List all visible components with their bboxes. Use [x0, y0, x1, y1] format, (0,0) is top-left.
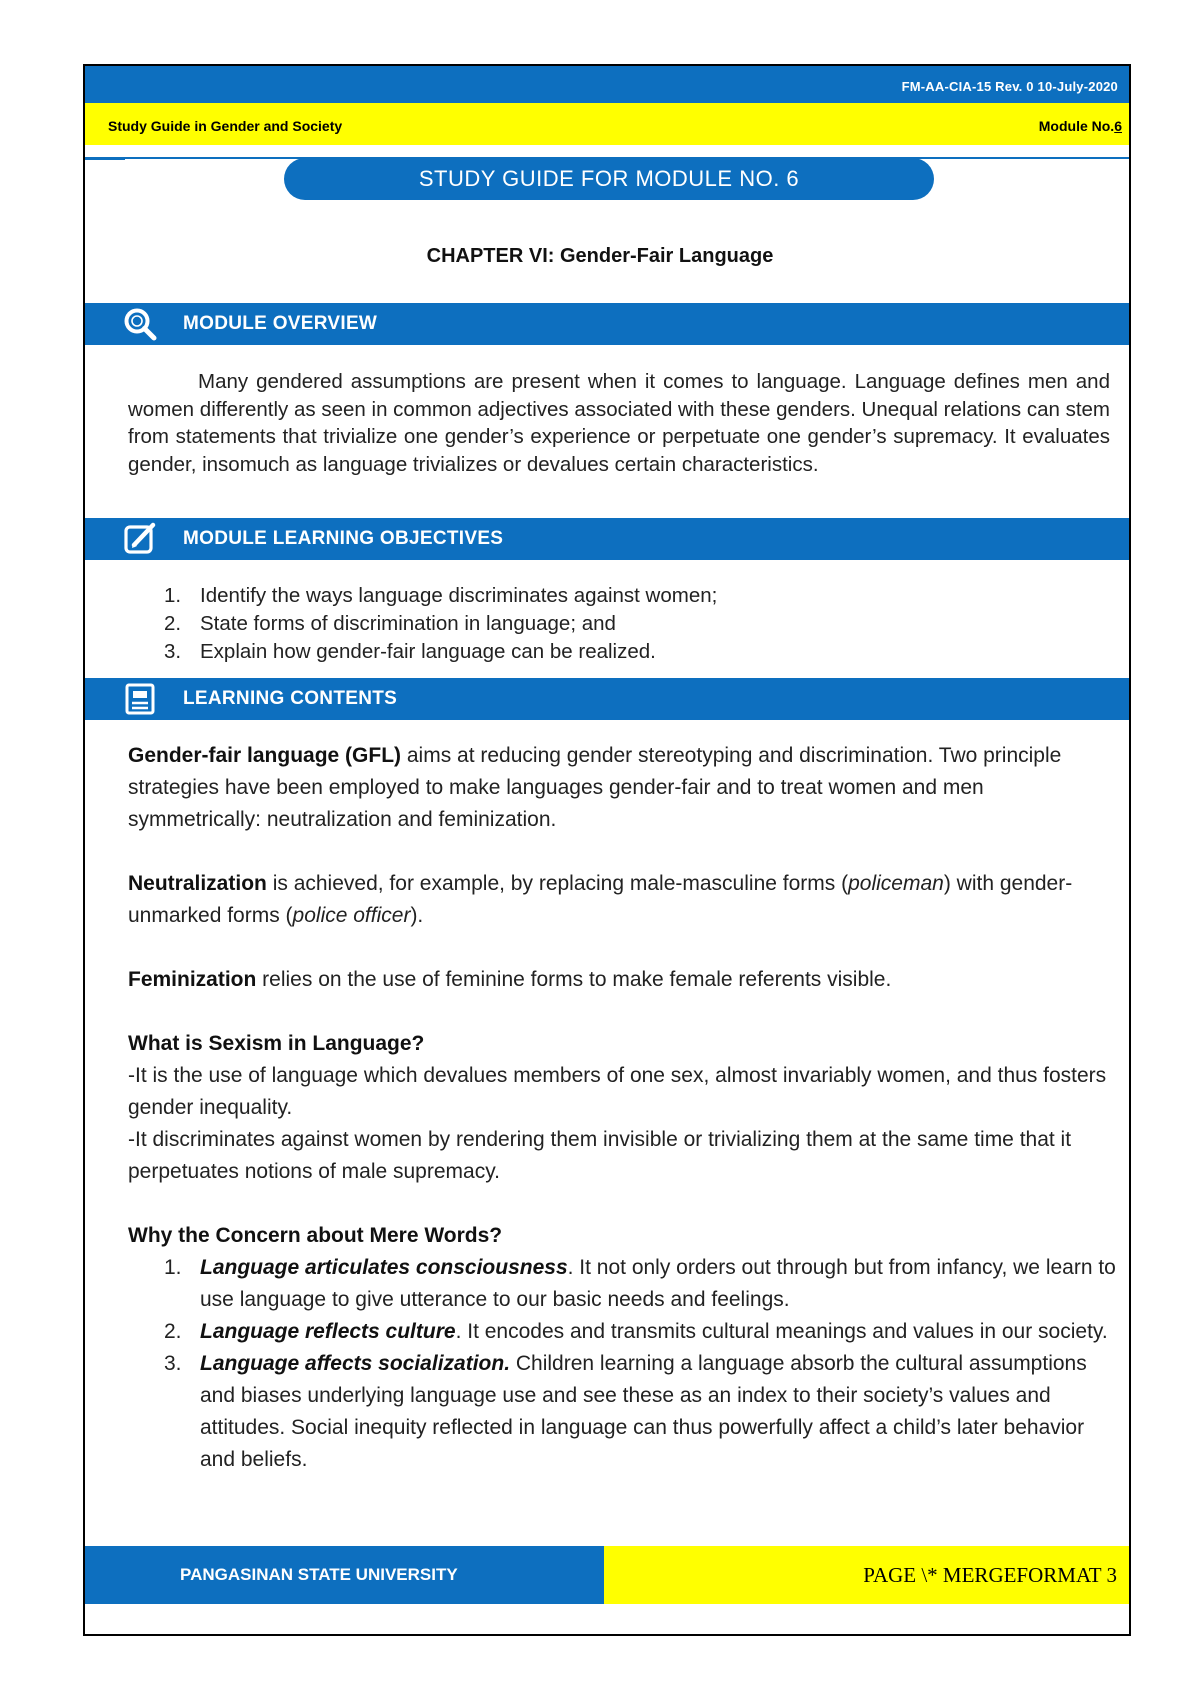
list-item: 3. Language affects socialization. Children learning a language absorb the cultural assumptions and biases underlying language use and see these as an index to their society’s values and attitudes. Social inequity reflected in language can thus powerfully affect a child’s later behavior and beliefs.: [164, 1352, 1087, 1471]
section-objectives-band: [85, 518, 1129, 560]
pencil-square-icon: [123, 522, 157, 556]
list-item: 2. Language reflects culture. It encodes and transmits cultural meanings and values in our society.: [164, 1320, 1108, 1343]
section-contents-heading: LEARNING CONTENTS: [183, 688, 398, 709]
page-number: PAGE \* MERGEFORMAT 3: [863, 1563, 1117, 1587]
concern-list: [128, 1252, 1118, 1476]
sexism-line-1: -It is the use of language which devalues members of one sex, almost invariably women, and thus fosters gender inequality.: [128, 1064, 1107, 1119]
section-overview-band: [85, 303, 1129, 345]
neutralization-paragraph: Neutralization is achieved, for example, by replacing male-masculine forms (policeman) with gender-unmarked forms (police officer).: [128, 872, 1073, 927]
document-icon: [123, 682, 157, 716]
course-title: Study Guide in Gender and Society: [108, 118, 343, 134]
header-divider-accent: [85, 157, 125, 160]
footer-page-bar: [604, 1546, 1129, 1604]
learning-contents-body: [128, 740, 1118, 1476]
chapter-title: CHAPTER VI: Gender-Fair Language: [426, 245, 774, 267]
footer-university-bar: [85, 1546, 604, 1604]
section-objectives-heading: MODULE LEARNING OBJECTIVES: [183, 528, 504, 549]
objectives-list: [128, 582, 717, 666]
section-overview-heading: MODULE OVERVIEW: [183, 313, 378, 334]
sexism-heading: What is Sexism in Language?: [128, 1032, 425, 1055]
list-item: 3. Explain how gender-fair language can be realized.: [164, 640, 656, 663]
list-item: 1. Identify the ways language discriminates against women;: [164, 584, 718, 607]
study-guide-title: STUDY GUIDE FOR MODULE NO. 6: [284, 158, 934, 200]
section-contents-band: [85, 678, 1129, 720]
gfl-paragraph: Gender-fair language (GFL) aims at reducing gender stereotyping and discrimination. Two principle strategies have been employed to make languages gender-fair and to treat women and men symmetrically: neutralization and feminization.: [128, 744, 1062, 831]
university-name: PANGASINAN STATE UNIVERSITY: [180, 1565, 458, 1584]
document-code: FM-AA-CIA-15 Rev. 0 10-July-2020: [901, 79, 1118, 94]
magnifier-icon: [123, 307, 157, 341]
concern-heading: Why the Concern about Mere Words?: [128, 1224, 503, 1247]
list-item: 2. State forms of discrimination in language; and: [164, 612, 616, 635]
sexism-line-2: -It discriminates against women by rendering them invisible or trivializing them at the same time that it perpetuates notions of male supremacy.: [128, 1128, 1072, 1183]
overview-paragraph: Many gendered assumptions are present when it comes to language. Language defines men and women differently as seen in common adjectives associated with these genders. Unequal relations can stem from statements that trivialize one gender’s experience or perpetuate one gender’s supremacy. It evaluates gender, insomuch as language trivializes or devalues certain characteristics.: [128, 370, 1110, 476]
module-number: Module No.6: [1038, 118, 1122, 134]
list-item: 1. Language articulates consciousness. It not only orders out through but from infancy, we learn to use language to give utterance to our basic needs and feelings.: [164, 1256, 1116, 1311]
feminization-paragraph: Feminization relies on the use of feminine forms to make female referents visible.: [128, 968, 892, 991]
